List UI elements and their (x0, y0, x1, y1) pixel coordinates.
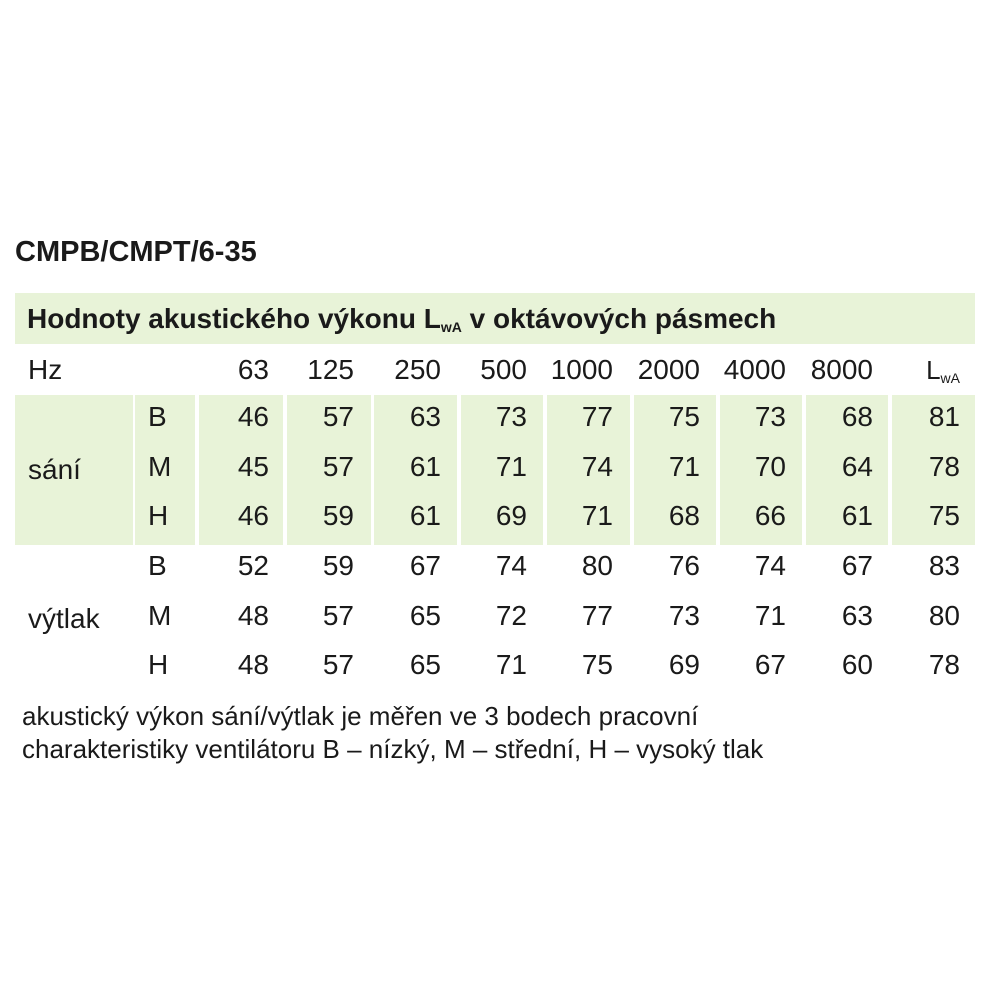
freq-header-125: 125 (307, 354, 354, 385)
freq-header-8000: 8000 (810, 354, 873, 385)
table-cell: 71 (495, 649, 527, 680)
table-cell: 66 (754, 500, 786, 531)
table-title-sub: wA (440, 319, 462, 335)
table-cell: 73 (754, 401, 786, 432)
total-cell: 78 (928, 450, 960, 482)
table-title-rest: v oktávových pásmech (461, 303, 777, 334)
table-cell: 61 (409, 500, 441, 531)
table-cell: 63 (409, 401, 441, 432)
total-cell: 75 (928, 500, 960, 531)
operating-point: B (148, 550, 167, 581)
table-cell: 80 (581, 550, 613, 581)
footnote-line-1: akustický výkon sání/výtlak je měřen ve 3 bodech pracovní (22, 701, 699, 731)
operating-point: M (148, 599, 172, 631)
freq-header-250: 250 (394, 354, 441, 385)
table-cell: 73 (495, 401, 527, 432)
table-cell: 68 (841, 401, 873, 432)
total-cell: 80 (928, 599, 960, 631)
table-cell: 65 (409, 599, 441, 631)
table-cell: 69 (495, 500, 527, 531)
table-cell: 45 (237, 450, 269, 482)
footnote (22, 700, 982, 766)
table-cell: 52 (237, 550, 269, 581)
table-cell: 67 (754, 649, 786, 680)
footnote-line-2: charakteristiky ventilátoru B – nízký, M – střední, H – vysoký tlak (22, 734, 764, 764)
table-cell: 75 (581, 649, 613, 680)
table-cell: 71 (754, 599, 786, 631)
table-cell: 63 (841, 599, 873, 631)
total-header-main: L (926, 355, 941, 385)
table-cell: 64 (841, 450, 873, 482)
total-header-sub: wA (940, 370, 960, 386)
table-cell: 48 (237, 649, 269, 680)
group-label-1: výtlak (28, 603, 100, 634)
total-cell: 83 (928, 550, 960, 581)
table-cell: 59 (322, 500, 354, 531)
table-cell: 65 (409, 649, 441, 680)
freq-label: Hz (28, 354, 63, 385)
table-cell: 77 (581, 401, 613, 432)
table-cell: 70 (754, 450, 786, 482)
table-cell: 57 (322, 401, 354, 432)
table-cell: 46 (237, 500, 269, 531)
table-cell: 57 (322, 649, 354, 680)
table-cell: 76 (668, 550, 700, 581)
table-cell: 71 (581, 500, 613, 531)
table-cell: 57 (322, 599, 354, 631)
table-cell: 67 (841, 550, 873, 581)
group-label-0: sání (28, 454, 81, 485)
table-cell: 71 (668, 450, 700, 482)
freq-header-4000: 4000 (723, 354, 786, 385)
table-cell: 67 (409, 550, 441, 581)
table-cell: 74 (754, 550, 786, 581)
table-cell: 74 (495, 550, 527, 581)
table-title-main: Hodnoty akustického výkonu L (27, 303, 441, 334)
table-cell: 57 (322, 450, 354, 482)
freq-header-500: 500 (480, 354, 527, 385)
table-cell: 73 (668, 599, 700, 631)
table-cell: 61 (409, 450, 441, 482)
table-cell: 77 (581, 599, 613, 631)
total-cell: 81 (928, 401, 960, 432)
freq-header-1000: 1000 (550, 354, 613, 385)
table-cell: 48 (237, 599, 269, 631)
table-cell: 61 (841, 500, 873, 531)
table-cell: 60 (841, 649, 873, 680)
model-title: CMPB/CMPT/6-35 (15, 236, 257, 268)
table-cell: 59 (322, 550, 354, 581)
freq-header-63: 63 (237, 354, 269, 385)
operating-point: H (148, 649, 169, 680)
total-header (840, 355, 960, 393)
freq-header-2000: 2000 (637, 354, 700, 385)
table-cell: 74 (581, 450, 613, 482)
table-cell: 69 (668, 649, 700, 680)
table-header (15, 293, 975, 344)
table-cell: 68 (668, 500, 700, 531)
operating-point: M (148, 450, 172, 482)
table-cell: 72 (495, 599, 527, 631)
operating-point: H (148, 500, 169, 531)
total-cell: 78 (928, 649, 960, 680)
table-cell: 46 (237, 401, 269, 432)
table-cell: 71 (495, 450, 527, 482)
operating-point: B (148, 401, 167, 432)
table-cell: 75 (668, 401, 700, 432)
